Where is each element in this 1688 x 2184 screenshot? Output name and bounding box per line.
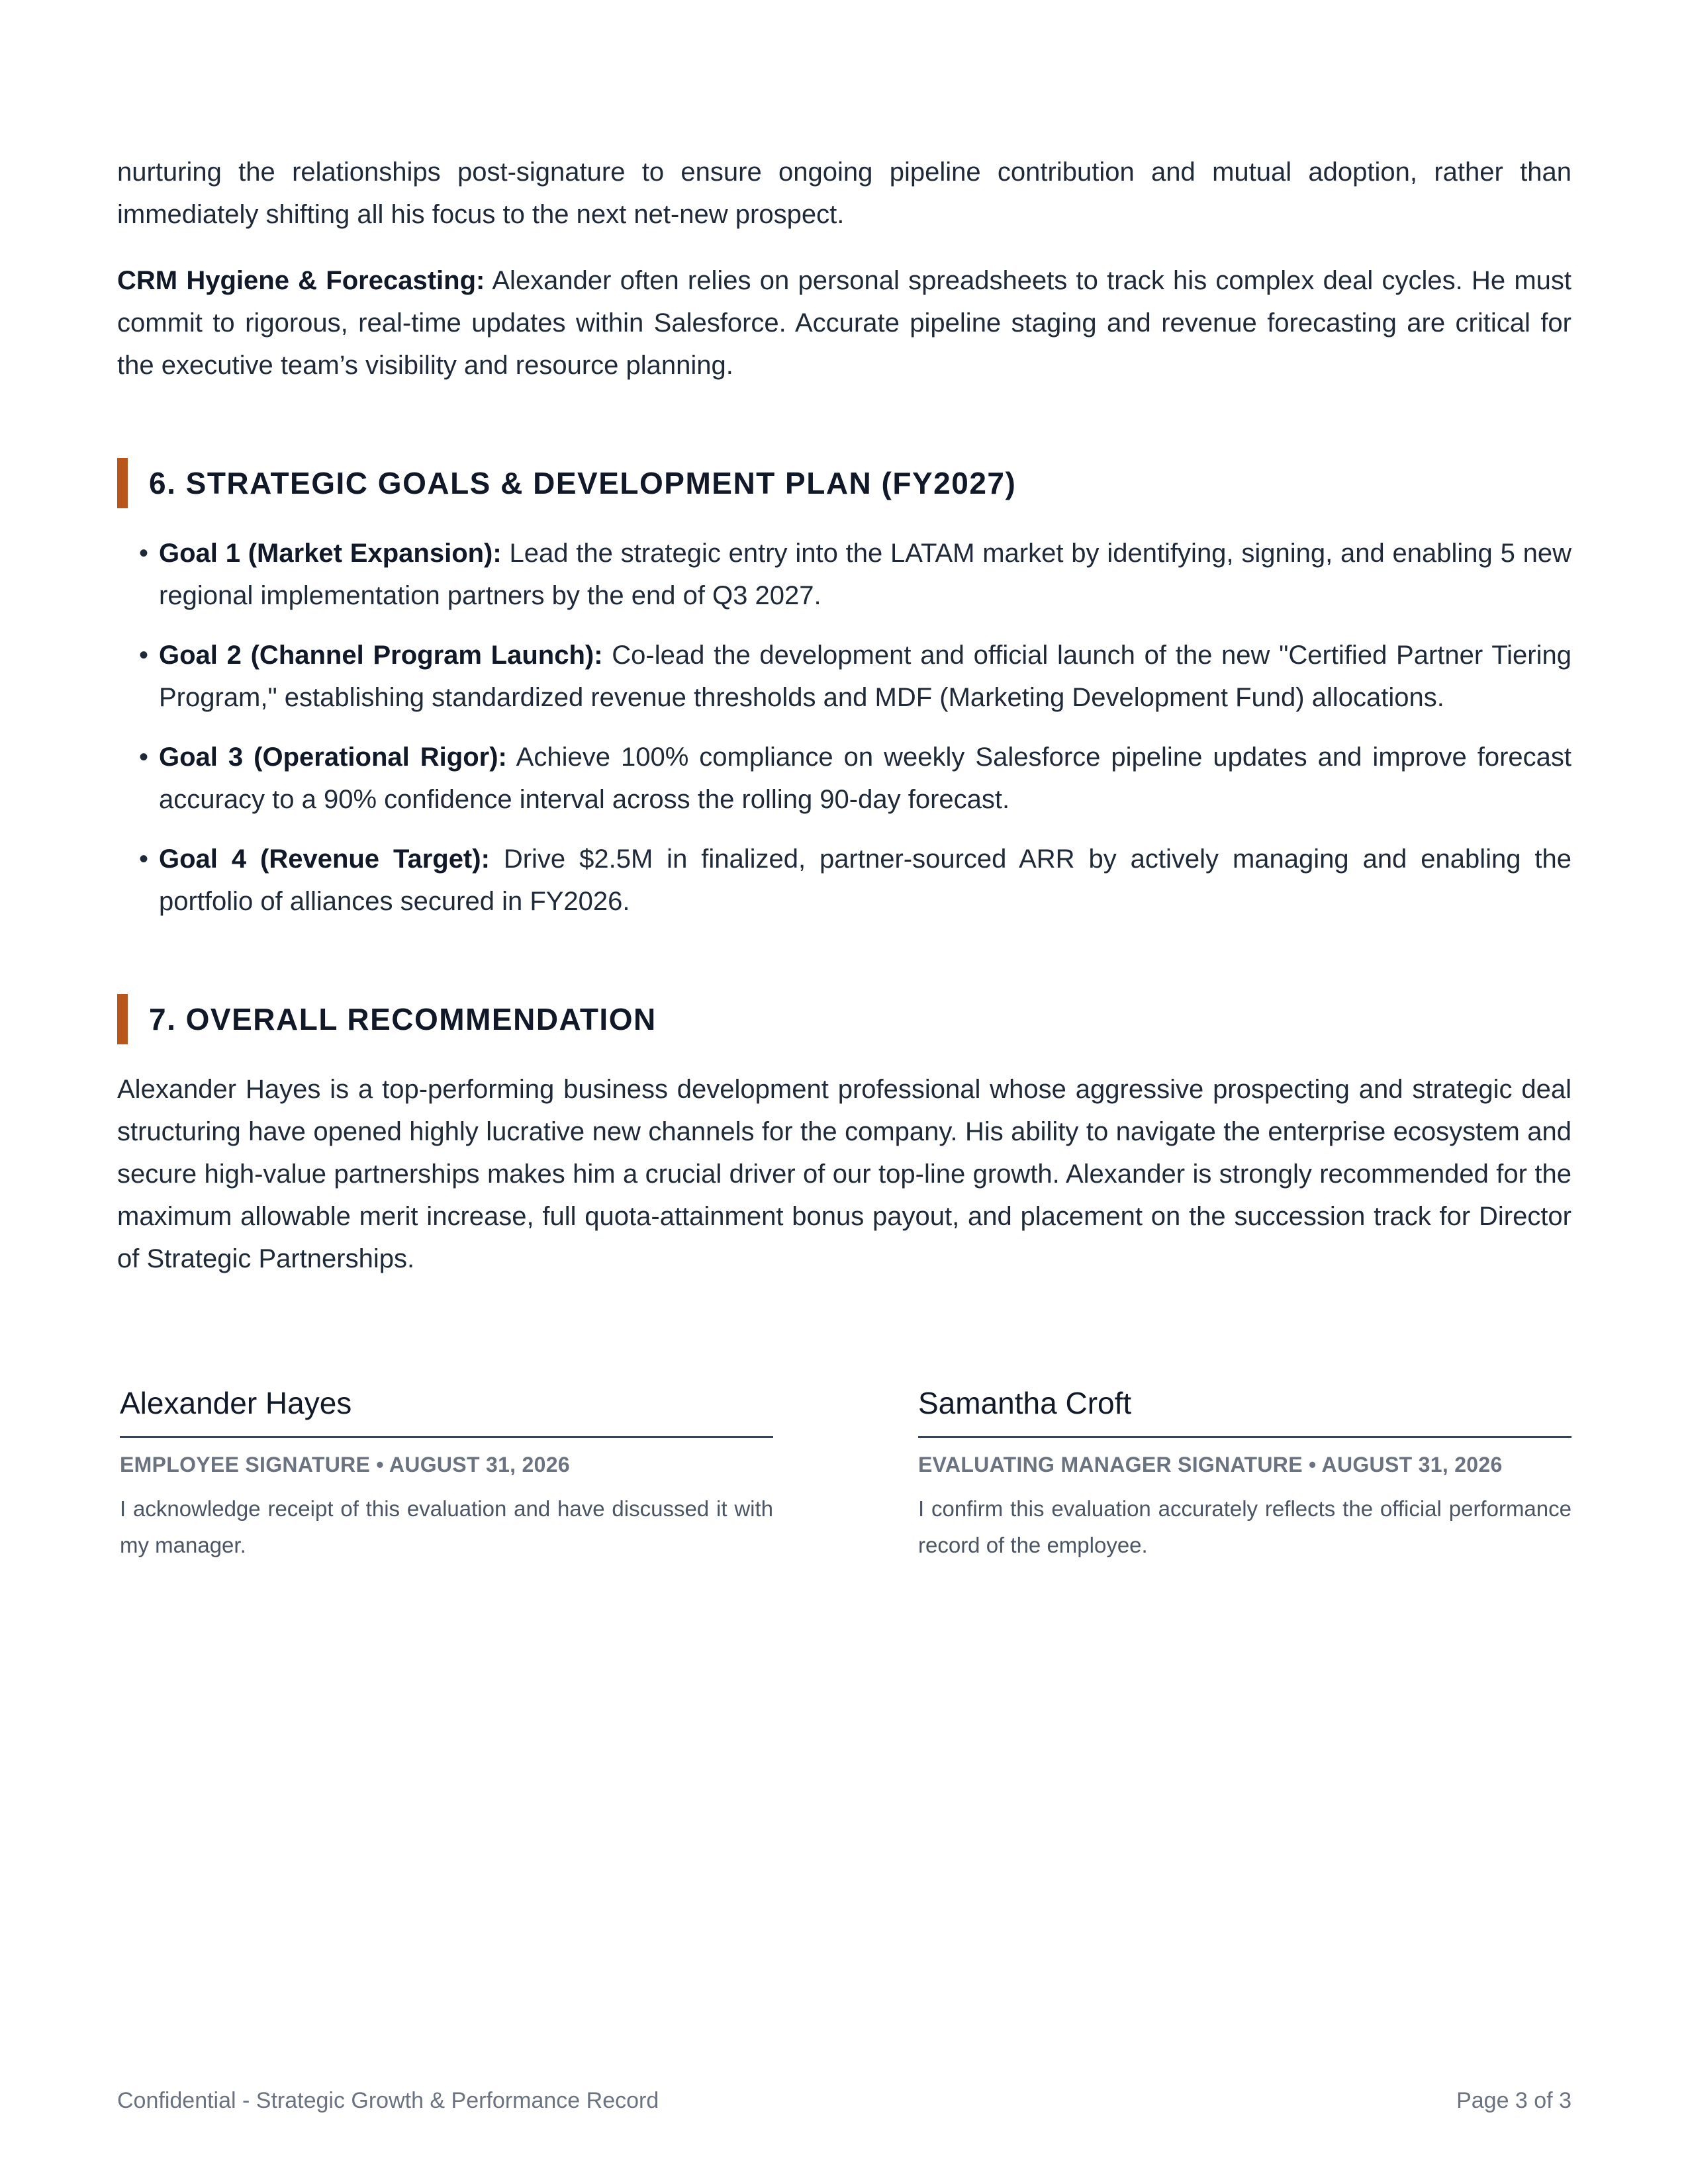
goal-text: Lead the strategic entry into the LATAM market by identifying, signing, and enabling 5 new regional implementation partners by the end of Q3 2027.: [159, 539, 1571, 610]
goal-text: Achieve 100% compliance on weekly Salesforce pipeline updates and improve forecast accuracy to a 90% confidence interval across the rolling 90-day forecast.: [159, 743, 1571, 814]
bullet-icon: •: [139, 844, 149, 874]
footer-confidential: Confidential - Strategic Growth & Performance Record: [117, 2088, 659, 2113]
employee-signature-note: I acknowledge receipt of this evaluation and have discussed it with my manager.: [120, 1496, 773, 1557]
accent-bar: [117, 994, 128, 1044]
crm-text: Alexander often relies on personal spreadsheets to track his complex deal cycles. He must commit to rigorous, real-time updates within Salesforce. Accurate pipeline staging and revenue forecasting are critical for the executive team’s visibility and resource planning.: [117, 266, 1572, 380]
goals-list: [117, 532, 1571, 923]
manager-signature-note: I confirm this evaluation accurately reflects the official performance record of the employee.: [918, 1496, 1571, 1557]
list-item: [117, 634, 1571, 719]
section-6-heading: [117, 458, 1571, 508]
manager-signature-label: EVALUATING MANAGER SIGNATURE • AUGUST 31, 2026: [918, 1453, 1503, 1477]
manager-signature-name: Samantha Croft: [918, 1383, 1571, 1438]
signature-block: [120, 1383, 1571, 1563]
employee-signature: [120, 1383, 773, 1563]
bullet-icon: •: [139, 539, 149, 568]
recommendation-paragraph: Alexander Hayes is a top-performing business development professional whose aggressive prospecting and strategic deal structuring have opened highly lucrative new channels for the company. His ability to navigate the enterprise ecosystem and secure high-value partnerships makes him a crucial driver of our top-line growth. Alexander is strongly recommended for the maximum allowable merit increase, full quota-attainment bonus payout, and placement on the succession track for Director of Strategic Partnerships.: [117, 1075, 1571, 1273]
goal-text: Drive $2.5M in finalized, partner-sourced ARR by actively managing and enabling the portfolio of alliances secured in FY2026.: [159, 844, 1572, 916]
document-body: [117, 151, 1571, 1280]
section-6-title: 6. STRATEGIC GOALS & DEVELOPMENT PLAN (FY2027): [149, 466, 1017, 500]
goal-label: Goal 3 (Operational Rigor):: [159, 743, 507, 772]
section-7-heading: [117, 994, 1571, 1044]
bullet-icon: •: [139, 743, 149, 772]
list-item: [117, 532, 1571, 617]
employee-signature-name: Alexander Hayes: [120, 1383, 773, 1438]
goal-text: Co-lead the development and official launch of the new "Certified Partner Tiering Program," establishing standardized revenue thresholds and MDF (Marketing Development Fund) allocations.: [159, 641, 1571, 712]
goal-label: Goal 2 (Channel Program Launch):: [159, 641, 603, 670]
accent-bar: [117, 458, 128, 508]
manager-signature: [918, 1383, 1571, 1563]
bullet-icon: •: [139, 641, 149, 670]
employee-signature-label: EMPLOYEE SIGNATURE • AUGUST 31, 2026: [120, 1453, 570, 1477]
list-item: [117, 838, 1571, 923]
page-number: Page 3 of 3: [1456, 2088, 1571, 2113]
page-footer: [117, 2088, 1571, 2114]
goal-label: Goal 4 (Revenue Target):: [159, 844, 490, 874]
crm-paragraph: [117, 259, 1571, 387]
list-item: [117, 736, 1571, 821]
crm-label: CRM Hygiene & Forecasting:: [117, 266, 485, 295]
section-7-title: 7. OVERALL RECOMMENDATION: [149, 1002, 657, 1036]
goal-label: Goal 1 (Market Expansion):: [159, 539, 502, 568]
continuation-paragraph: nurturing the relationships post-signature to ensure ongoing pipeline contribution and mutual adoption, rather than immediately shifting all his focus to the next net-new prospect.: [117, 158, 1571, 229]
